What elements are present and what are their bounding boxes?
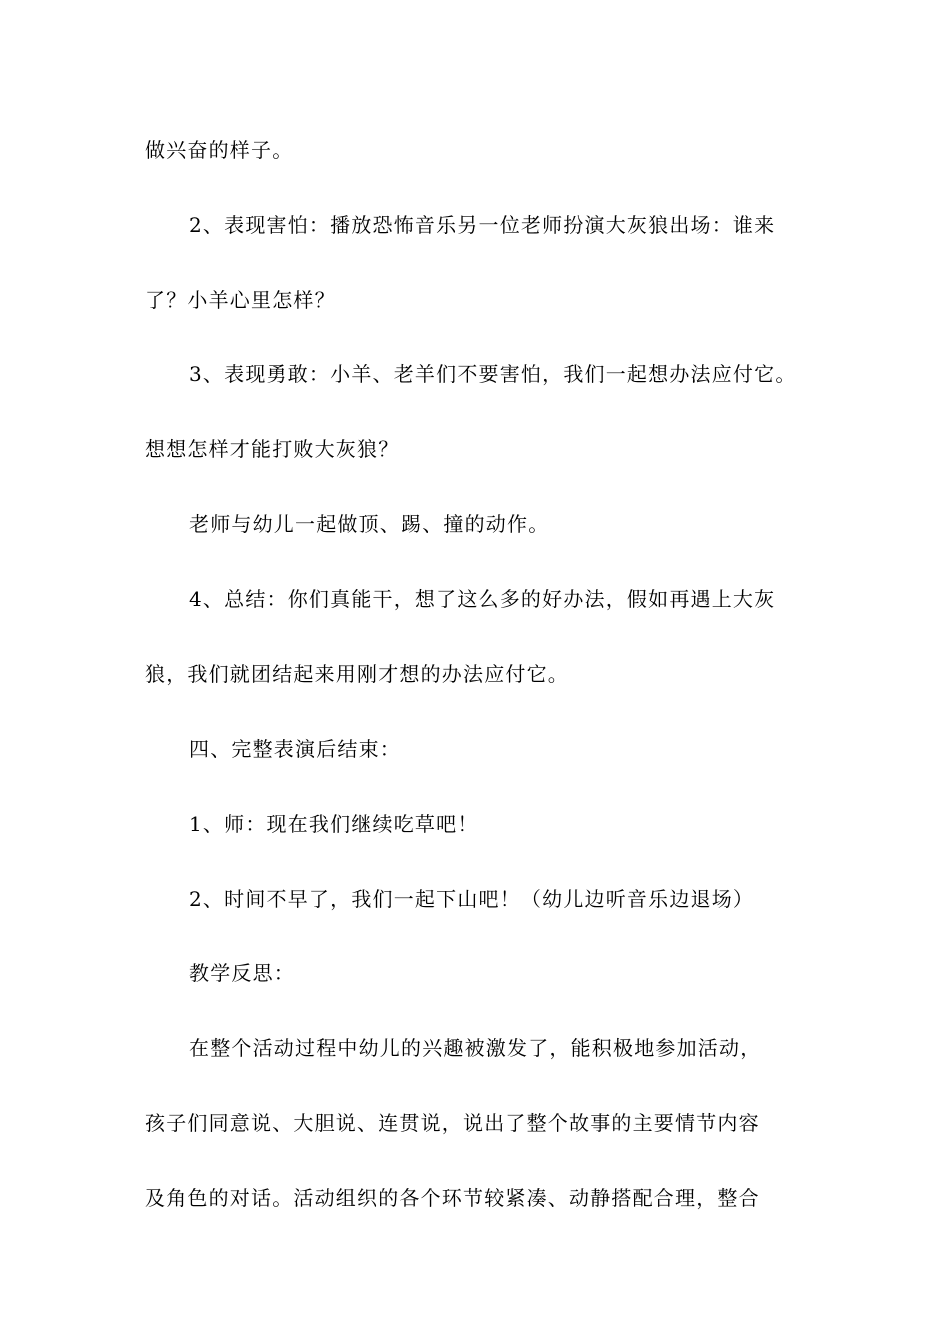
text-line: 4、总结：你们真能干，想了这么多的好办法，假如再遇上大灰 bbox=[189, 587, 776, 611]
text-line: 孩子们同意说、大胆说、连贯说，说出了整个故事的主要情节内容 bbox=[145, 1111, 760, 1135]
text-line: 在整个活动过程中幼儿的兴趣被激发了，能积极地参加活动， bbox=[189, 1036, 762, 1060]
text-line: 1、师：现在我们继续吃草吧！ bbox=[189, 812, 479, 836]
text-line: 2、时间不早了，我们一起下山吧！（幼儿边听音乐边退场） bbox=[189, 887, 755, 911]
text-line: 狼，我们就团结起来用刚才想的办法应付它。 bbox=[145, 662, 569, 686]
text-line: 做兴奋的样子。 bbox=[145, 138, 294, 162]
text-line: 了？小羊心里怎样？ bbox=[145, 288, 336, 312]
text-line: 3、表现勇敢：小羊、老羊们不要害怕，我们一起想办法应付它。 bbox=[189, 362, 797, 386]
text-line: 想想怎样才能打败大灰狼？ bbox=[145, 437, 400, 461]
text-line: 2、表现害怕：播放恐怖音乐另一位老师扮演大灰狼出场：谁来 bbox=[189, 213, 776, 237]
section-heading: 四、完整表演后结束： bbox=[189, 737, 401, 761]
text-line: 老师与幼儿一起做顶、踢、撞的动作。 bbox=[189, 512, 550, 536]
text-line: 及角色的对话。活动组织的各个环节较紧凑、动静搭配合理，整合 bbox=[145, 1186, 760, 1210]
section-heading: 教学反思： bbox=[189, 961, 295, 985]
